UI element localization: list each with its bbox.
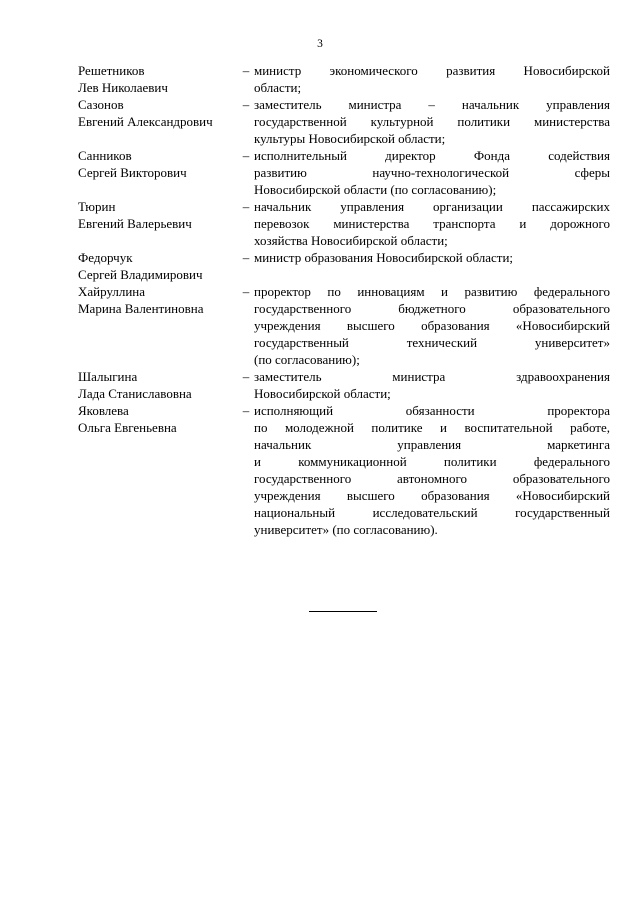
roster-entry [78,283,610,368]
page-number: 3 [317,38,323,50]
roster-entry [78,62,610,96]
member-name [78,402,238,436]
member-given-name: Ольга Евгеньевна [78,420,177,435]
member-surname: Сазонов [78,97,124,112]
member-surname: Решетников [78,63,145,78]
member-given-name: Лада Станиславовна [78,386,192,401]
member-role [254,198,610,249]
roster-entry [78,198,610,249]
dash-separator: – [242,250,250,265]
member-role [254,96,610,147]
role-line: Новосибирской области; [254,386,391,401]
member-name [78,96,238,130]
role-line: государственной культурной политики министерства [254,114,610,129]
role-line: области; [254,80,302,95]
member-name [78,249,238,283]
member-name [78,62,238,96]
role-line: (по согласованию); [254,352,360,367]
role-line: Новосибирской области (по согласованию); [254,182,497,197]
roster-entry [78,249,610,283]
member-role [254,402,610,538]
member-surname: Яковлева [78,403,129,418]
role-line: культуры Новосибирской области; [254,131,446,146]
member-name [78,368,238,402]
member-role [254,368,610,402]
role-line: и коммуникационной политики федерального [254,454,610,469]
member-surname: Шалыгина [78,369,138,384]
role-line: национальный исследовательский государственный [254,505,610,520]
role-line: по молодежной политике и воспитательной работе, [254,420,610,435]
role-line: государственного автономного образовательного [254,471,610,486]
member-roster [78,62,610,538]
dash-separator: – [242,148,250,163]
member-given-name: Евгений Александрович [78,114,213,129]
closing-rule [309,611,377,612]
member-surname: Федорчук [78,250,133,265]
dash-separator: – [242,369,250,384]
role-line: начальник управления организации пассажирских [254,199,610,214]
dash-separator: – [242,403,250,418]
role-line: исполняющий обязанности проректора [254,403,610,418]
role-line: заместитель министра здравоохранения [254,369,610,384]
roster-entry [78,96,610,147]
member-given-name: Сергей Владимирович [78,267,203,282]
dash-separator: – [242,284,250,299]
role-line: хозяйства Новосибирской области; [254,233,448,248]
member-surname: Хайруллина [78,284,146,299]
member-given-name: Лев Николаевич [78,80,168,95]
member-name [78,283,238,317]
member-role [254,147,610,198]
dash-separator: – [242,97,250,112]
role-line: университет» (по согласованию). [254,522,438,537]
roster-entry [78,368,610,402]
role-line: начальник управления маркетинга [254,437,610,452]
role-line: перевозок министерства транспорта и дорожного [254,216,610,231]
role-line: учреждения высшего образования «Новосибирский [254,488,610,503]
role-line: учреждения высшего образования «Новосибирский [254,318,610,333]
member-given-name: Марина Валентиновна [78,301,204,316]
member-surname: Тюрин [78,199,116,214]
role-line: государственного бюджетного образовательного [254,301,610,316]
member-role [254,62,610,96]
member-name [78,147,238,181]
dash-separator: – [242,199,250,214]
member-surname: Санников [78,148,132,163]
role-line: развитию научно-технологической сферы [254,165,610,180]
roster-entry [78,147,610,198]
dash-separator: – [242,63,250,78]
member-role [254,249,610,266]
member-given-name: Сергей Викторович [78,165,187,180]
role-line: государственный технический университет» [254,335,610,350]
role-line: заместитель министра – начальник управления [254,97,610,112]
role-line: исполнительный директор Фонда содействия [254,148,610,163]
member-name [78,198,238,232]
role-line: министр экономического развития Новосибирской [254,63,610,78]
member-given-name: Евгений Валерьевич [78,216,192,231]
roster-entry [78,402,610,538]
role-line: министр образования Новосибирской области; [254,250,514,265]
role-line: проректор по инновациям и развитию федерального [254,284,610,299]
member-role [254,283,610,368]
